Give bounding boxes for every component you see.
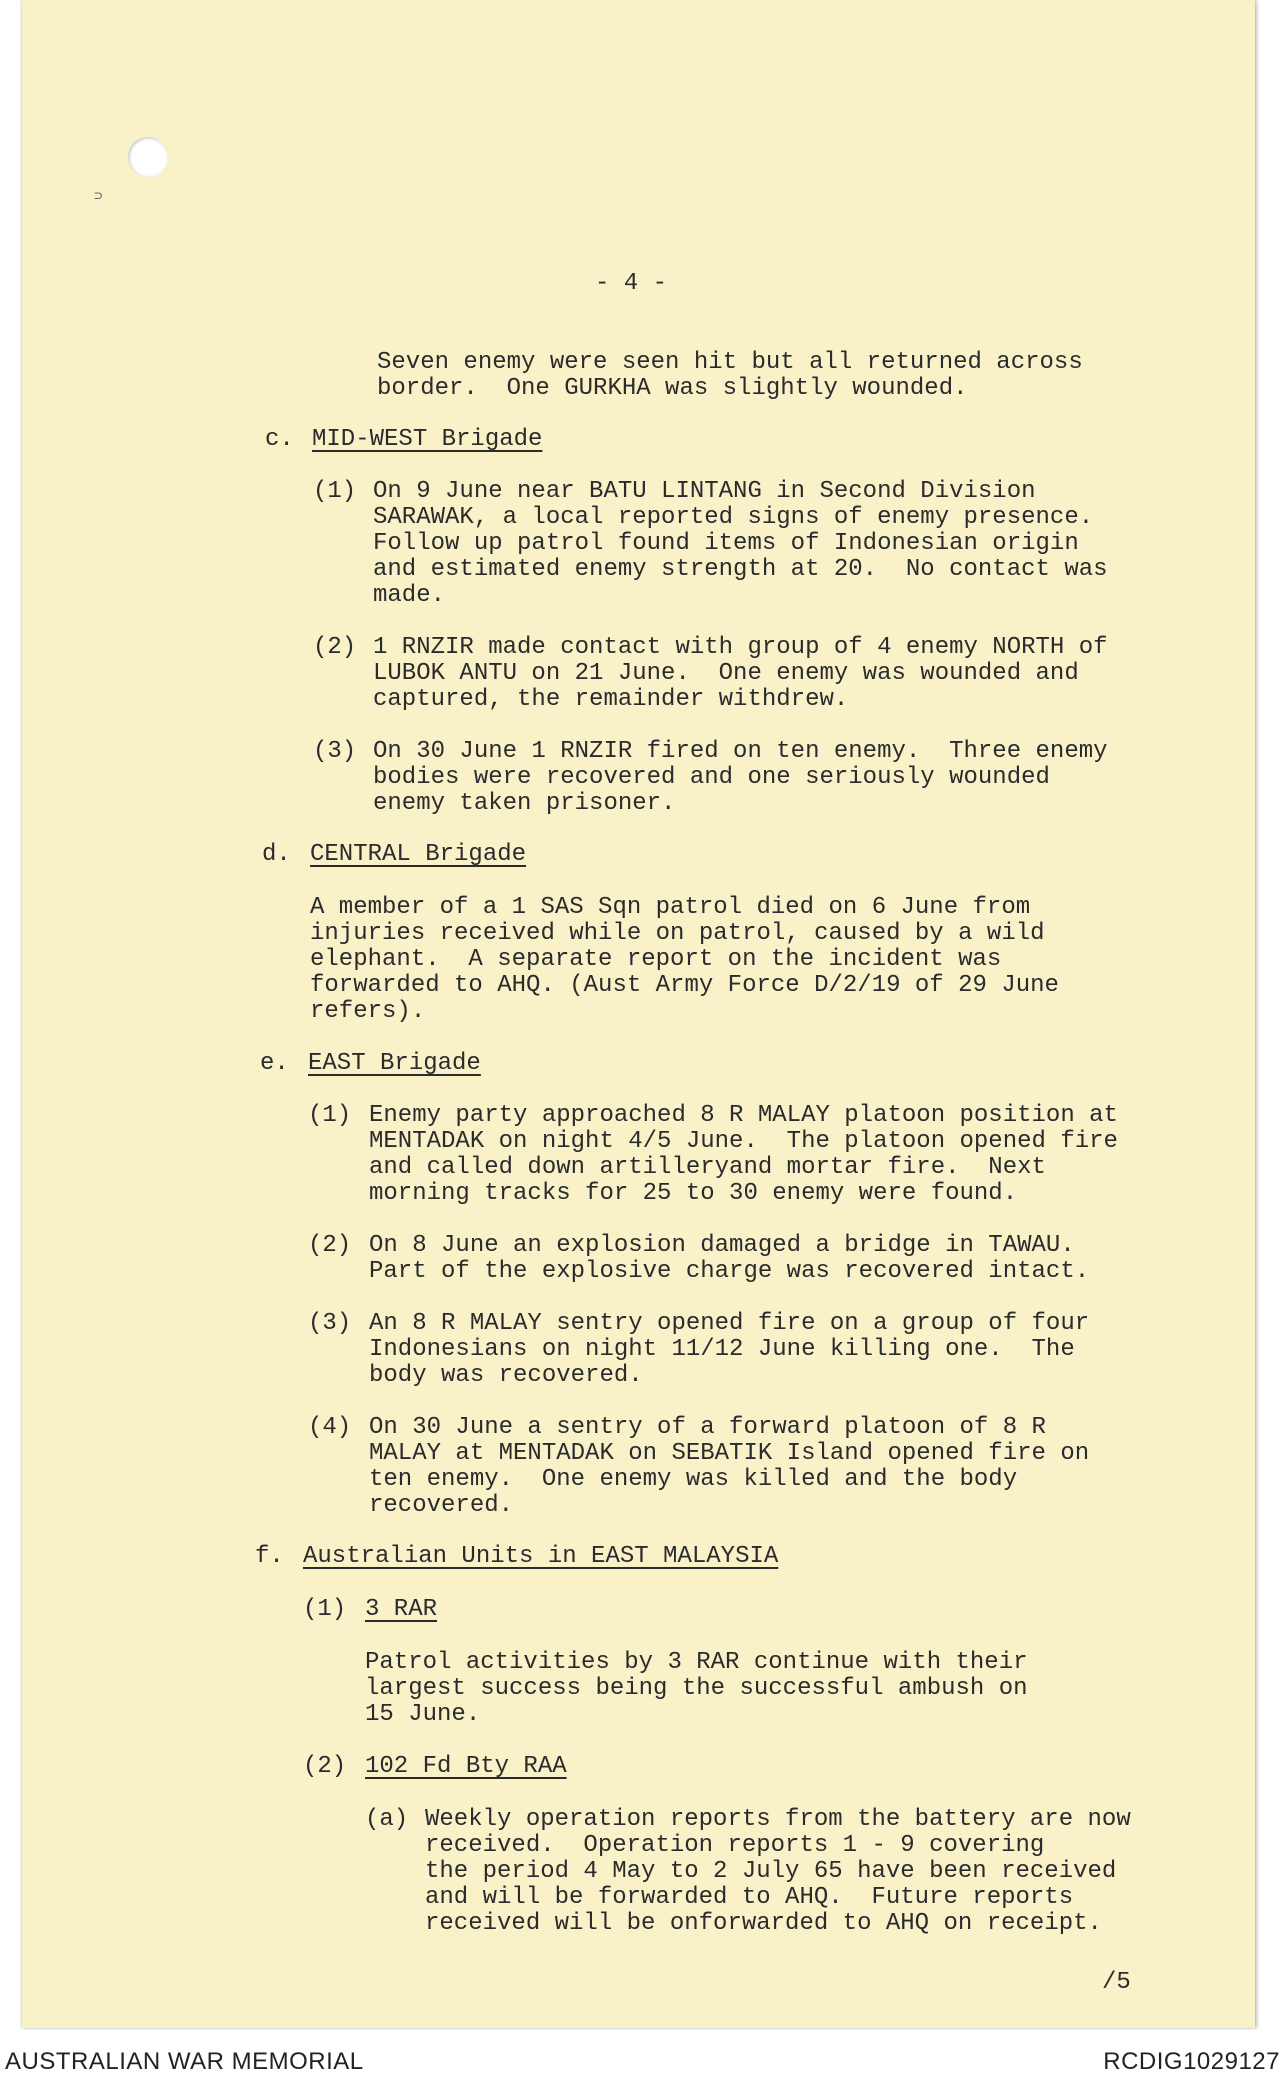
item-line: enemy taken prisoner.	[373, 790, 676, 817]
item-line: captured, the remainder withdrew.	[373, 686, 849, 713]
continuation-line: Seven enemy were seen hit but all returned across	[377, 349, 1083, 376]
item-line: On 30 June a sentry of a forward platoon of 8 R	[369, 1414, 1046, 1441]
item-line: SARAWAK, a local reported signs of enemy presence.	[373, 504, 1094, 531]
continuation-line: border. One GURKHA was slightly wounded.	[377, 375, 968, 402]
item-number: (1)	[313, 478, 357, 505]
item-line: On 30 June 1 RNZIR fired on ten enemy. Three enemy	[373, 738, 1108, 765]
paragraph-line: 15 June.	[365, 1701, 481, 1728]
item-line: morning tracks for 25 to 30 enemy were found.	[369, 1180, 1018, 1207]
section-letter-d: d.	[262, 841, 291, 868]
footer-reference: RCDIG1029127	[1103, 2048, 1280, 2075]
subsection-number: (2)	[303, 1753, 347, 1780]
punch-hole	[128, 137, 168, 177]
paragraph-line: largest success being the successful ambush on	[365, 1675, 1028, 1702]
item-number: (3)	[308, 1310, 352, 1337]
paragraph-line: refers).	[310, 998, 426, 1025]
item-number: (2)	[313, 634, 357, 661]
item-line: body was recovered.	[369, 1362, 643, 1389]
item-line: and estimated enemy strength at 20. No contact was	[373, 556, 1108, 583]
paragraph-line: injuries received while on patrol, caused by a wild	[310, 920, 1045, 947]
item-line: bodies were recovered and one seriously wounded	[373, 764, 1050, 791]
item-number: (3)	[313, 738, 357, 765]
paragraph-line: elephant. A separate report on the incident was	[310, 946, 1002, 973]
paragraph-line: A member of a 1 SAS Sqn patrol died on 6 June from	[310, 894, 1031, 921]
item-line: Indonesians on night 11/12 June killing one. The	[369, 1336, 1075, 1363]
item-number: (1)	[308, 1102, 352, 1129]
item-line: received. Operation reports 1 - 9 covering	[425, 1832, 1045, 1859]
item-line: 1 RNZIR made contact with group of 4 enemy NORTH of	[373, 634, 1108, 661]
item-line: Weekly operation reports from the battery are now	[425, 1806, 1131, 1833]
page-number: - 4 -	[595, 270, 668, 297]
paragraph-line: Patrol activities by 3 RAR continue with their	[365, 1649, 1028, 1676]
section-title-d: CENTRAL Brigade	[310, 841, 527, 868]
item-number: (a)	[365, 1806, 409, 1833]
subsection-title: 3 RAR	[365, 1596, 438, 1623]
item-line: made.	[373, 582, 446, 609]
item-line: An 8 R MALAY sentry opened fire on a group of four	[369, 1310, 1090, 1337]
document-page	[22, 0, 1255, 2028]
item-line: the period 4 May to 2 July 65 have been received	[425, 1858, 1117, 1885]
footer-source: AUSTRALIAN WAR MEMORIAL	[5, 2048, 364, 2075]
item-line: On 9 June near BATU LINTANG in Second Division	[373, 478, 1036, 505]
section-letter-e: e.	[260, 1050, 289, 1077]
item-line: Follow up patrol found items of Indonesian origin	[373, 530, 1079, 557]
item-line: Part of the explosive charge was recovered intact.	[369, 1258, 1090, 1285]
section-title-c: MID-WEST Brigade	[312, 426, 543, 453]
item-line: and called down artilleryand mortar fire. Next	[369, 1154, 1046, 1181]
item-line: MENTADAK on night 4/5 June. The platoon opened fire	[369, 1128, 1118, 1155]
section-title-e: EAST Brigade	[308, 1050, 481, 1077]
next-page-marker: /5	[1102, 1969, 1131, 1996]
paragraph-line: forwarded to AHQ. (Aust Army Force D/2/19 of 29 June	[310, 972, 1059, 999]
subsection-title: 102 Fd Bty RAA	[365, 1753, 567, 1780]
subsection-number: (1)	[303, 1596, 347, 1623]
item-line: LUBOK ANTU on 21 June. One enemy was wounded and	[373, 660, 1079, 687]
item-line: and will be forwarded to AHQ. Future reports	[425, 1884, 1074, 1911]
item-number: (2)	[308, 1232, 352, 1259]
margin-mark: ⊃	[94, 189, 103, 205]
item-line: recovered.	[369, 1492, 514, 1519]
item-line: ten enemy. One enemy was killed and the body	[369, 1466, 1018, 1493]
item-line: On 8 June an explosion damaged a bridge in TAWAU.	[369, 1232, 1075, 1259]
item-line: MALAY at MENTADAK on SEBATIK Island opened fire on	[369, 1440, 1090, 1467]
section-letter-f: f.	[255, 1543, 284, 1570]
item-number: (4)	[308, 1414, 352, 1441]
section-title-f: Australian Units in EAST MALAYSIA	[303, 1543, 779, 1570]
item-line: Enemy party approached 8 R MALAY platoon position at	[369, 1102, 1118, 1129]
section-letter-c: c.	[265, 426, 294, 453]
item-line: received will be onforwarded to AHQ on receipt.	[425, 1910, 1102, 1937]
